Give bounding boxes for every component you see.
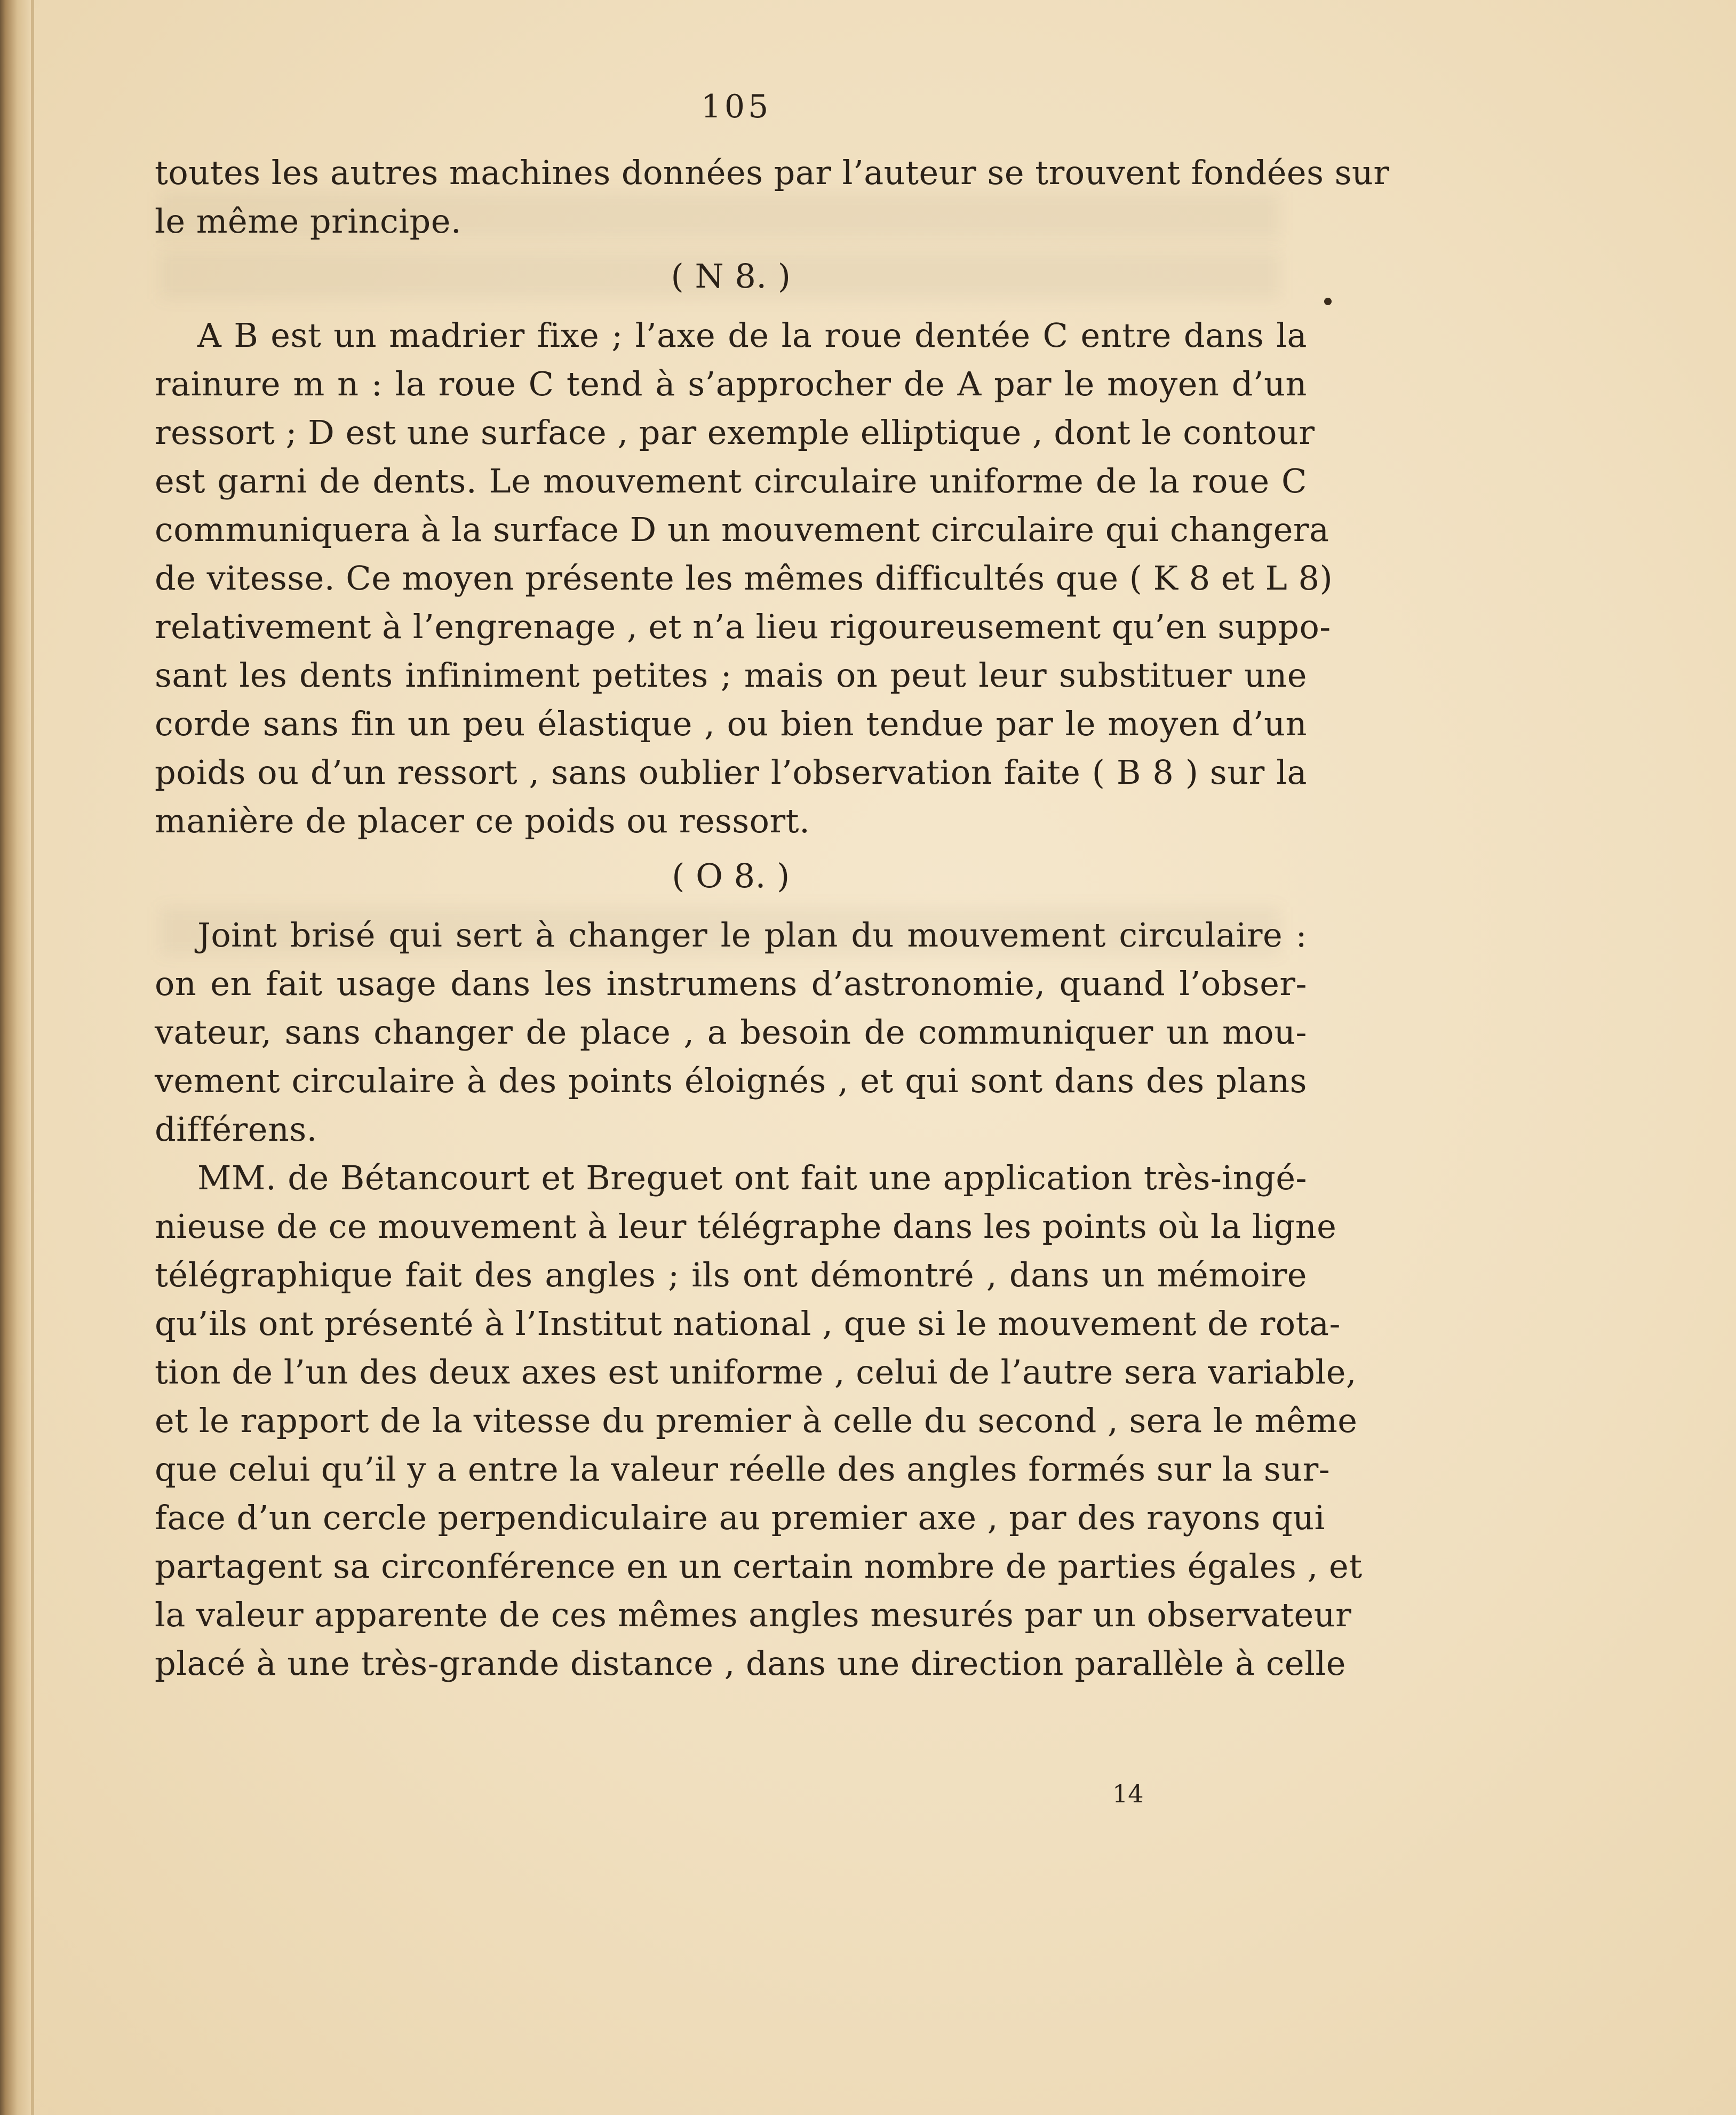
page-text — [155, 80, 1390, 1688]
text-line: poids ou d’un ressort , sans oublier l’observation faite ( B 8 ) sur la — [155, 753, 1307, 792]
section-heading-n8: ( N 8. ) — [671, 257, 791, 296]
section-heading-o8: ( O 8. ) — [672, 856, 790, 895]
text-line: la valeur apparente de ces mêmes angles mesurés par un observateur — [155, 1595, 1352, 1634]
text-line: placé à une très-grande distance , dans une direction parallèle à celle — [155, 1644, 1346, 1683]
text-line: nieuse de ce mouvement à leur télégraphe dans les points où la ligne — [155, 1207, 1337, 1246]
text-line: A B est un madrier fixe ; l’axe de la roue dentée C entre dans la — [197, 316, 1307, 355]
text-line: manière de placer ce poids ou ressort. — [155, 801, 810, 840]
binding-shadow — [31, 0, 34, 2115]
text-line: toutes les autres machines données par l’auteur se trouvent fondées sur — [155, 153, 1390, 192]
signature-mark: 14 — [1112, 1779, 1144, 1808]
text-line: face d’un cercle perpendiculaire au premier axe , par des rayons qui — [155, 1498, 1325, 1537]
text-line: on en fait usage dans les instrumens d’astronomie, quand l’obser- — [155, 964, 1307, 1003]
text-line: différens. — [155, 1110, 317, 1149]
text-line: le même principe. — [155, 202, 462, 241]
text-line: vement circulaire à des points éloignés , et qui sont dans des plans — [155, 1061, 1307, 1100]
text-line: rainure m n : la roue C tend à s’approcher de A par le moyen d’un — [155, 364, 1307, 403]
text-line: corde sans fin un peu élastique , ou bien tendue par le moyen d’un — [155, 704, 1307, 743]
text-line: vateur, sans changer de place , a besoin de communiquer un mou- — [155, 1013, 1307, 1052]
ink-spot — [1324, 298, 1332, 305]
text-line: partagent sa circonférence en un certain nombre de parties égales , et — [155, 1547, 1363, 1586]
text-line: et le rapport de la vitesse du premier à celle du second , sera le même — [155, 1401, 1358, 1440]
text-line: télégraphique fait des angles ; ils ont démontré , dans un mémoire — [155, 1255, 1307, 1294]
text-line: est garni de dents. Le mouvement circulaire uniforme de la roue C — [155, 462, 1307, 500]
text-line: relativement à l’engrenage , et n’a lieu rigoureusement qu’en suppo- — [155, 607, 1331, 646]
text-line: ressort ; D est une surface , par exemple elliptique , dont le contour — [155, 413, 1315, 452]
text-line: Joint brisé qui sert à changer le plan du mouvement circulaire : — [197, 916, 1307, 955]
text-line: communiquera à la surface D un mouvement circulaire qui changera — [155, 510, 1329, 549]
text-line: que celui qu’il y a entre la valeur réelle des angles formés sur la sur- — [155, 1450, 1331, 1489]
page-number: 105 — [700, 88, 772, 125]
text-line: MM. de Bétancourt et Breguet ont fait une application très-ingé- — [197, 1158, 1307, 1197]
binding-edge — [0, 0, 32, 2115]
text-line: qu’ils ont présenté à l’Institut national , que si le mouvement de rota- — [155, 1304, 1341, 1343]
text-line: de vitesse. Ce moyen présente les mêmes difficultés que ( K 8 et L 8) — [155, 559, 1333, 598]
text-line: tion de l’un des deux axes est uniforme , celui de l’autre sera variable, — [155, 1353, 1357, 1392]
text-line: sant les dents infiniment petites ; mais on peut leur substituer une — [155, 656, 1307, 695]
